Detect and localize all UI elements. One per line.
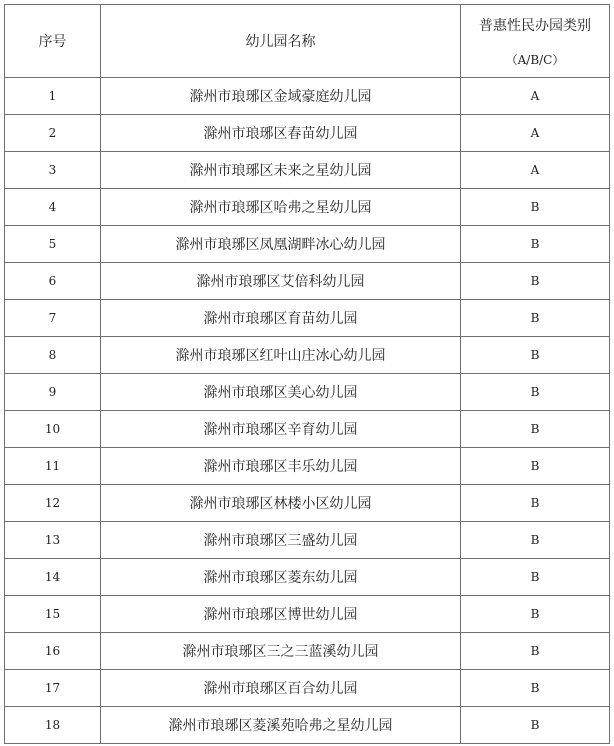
row-number: 8 [5,337,101,374]
header-category [461,5,610,78]
kindergarten-name: 滁州市琅琊区美心幼儿园 [101,374,461,411]
table-row [5,263,610,300]
category-code: A [461,78,610,115]
kindergarten-name: 滁州市琅琊区哈弗之星幼儿园 [101,189,461,226]
table-row [5,707,610,744]
row-number: 12 [5,485,101,522]
table-row [5,596,610,633]
row-number: 2 [5,115,101,152]
table-row [5,152,610,189]
kindergarten-name: 滁州市琅琊区春苗幼儿园 [101,115,461,152]
category-code: B [461,374,610,411]
category-code: B [461,707,610,744]
kindergarten-name: 滁州市琅琊区凤凰湖畔冰心幼儿园 [101,226,461,263]
table-row [5,78,610,115]
kindergarten-name: 滁州市琅琊区育苗幼儿园 [101,300,461,337]
category-code: B [461,448,610,485]
row-number: 7 [5,300,101,337]
category-code: B [461,337,610,374]
table-row [5,448,610,485]
kindergarten-name: 滁州市琅琊区红叶山庄冰心幼儿园 [101,337,461,374]
row-number: 1 [5,78,101,115]
kindergarten-name: 滁州市琅琊区林楼小区幼儿园 [101,485,461,522]
kindergarten-name: 滁州市琅琊区辛育幼儿园 [101,411,461,448]
category-code: B [461,559,610,596]
category-code: B [461,411,610,448]
category-code: B [461,485,610,522]
table-row [5,485,610,522]
category-code: B [461,633,610,670]
row-number: 9 [5,374,101,411]
kindergarten-name: 滁州市琅琊区未来之星幼儿园 [101,152,461,189]
kindergarten-name: 滁州市琅琊区金域豪庭幼儿园 [101,78,461,115]
row-number: 4 [5,189,101,226]
category-code: B [461,522,610,559]
row-number: 14 [5,559,101,596]
kindergarten-name: 滁州市琅琊区艾倍科幼儿园 [101,263,461,300]
header-name: 幼儿园名称 [101,5,461,78]
category-code: B [461,263,610,300]
category-code: B [461,226,610,263]
row-number: 10 [5,411,101,448]
category-code: B [461,670,610,707]
row-number: 5 [5,226,101,263]
row-number: 15 [5,596,101,633]
category-code: B [461,189,610,226]
table-row [5,670,610,707]
category-code: B [461,596,610,633]
kindergarten-name: 滁州市琅琊区博世幼儿园 [101,596,461,633]
row-number: 18 [5,707,101,744]
table-header-row [5,5,610,78]
kindergarten-name: 滁州市琅琊区菱东幼儿园 [101,559,461,596]
kindergarten-name: 滁州市琅琊区三盛幼儿园 [101,522,461,559]
table-row [5,226,610,263]
header-no: 序号 [5,5,101,78]
kindergarten-table [4,4,610,744]
category-code: A [461,152,610,189]
row-number: 6 [5,263,101,300]
table-row [5,189,610,226]
table-row [5,337,610,374]
kindergarten-name: 滁州市琅琊区菱溪苑哈弗之星幼儿园 [101,707,461,744]
kindergarten-name: 滁州市琅琊区丰乐幼儿园 [101,448,461,485]
row-number: 17 [5,670,101,707]
header-category-title: 普惠性民办园类别 [479,17,591,34]
kindergarten-name: 滁州市琅琊区百合幼儿园 [101,670,461,707]
table-row [5,522,610,559]
table-row [5,633,610,670]
category-code: B [461,300,610,337]
table-row [5,559,610,596]
table-row [5,374,610,411]
row-number: 3 [5,152,101,189]
header-category-codes: （A/B/C） [505,52,565,67]
table-row [5,115,610,152]
table-row [5,411,610,448]
row-number: 13 [5,522,101,559]
kindergarten-name: 滁州市琅琊区三之三蓝溪幼儿园 [101,633,461,670]
category-code: A [461,115,610,152]
row-number: 11 [5,448,101,485]
table-row [5,300,610,337]
row-number: 16 [5,633,101,670]
